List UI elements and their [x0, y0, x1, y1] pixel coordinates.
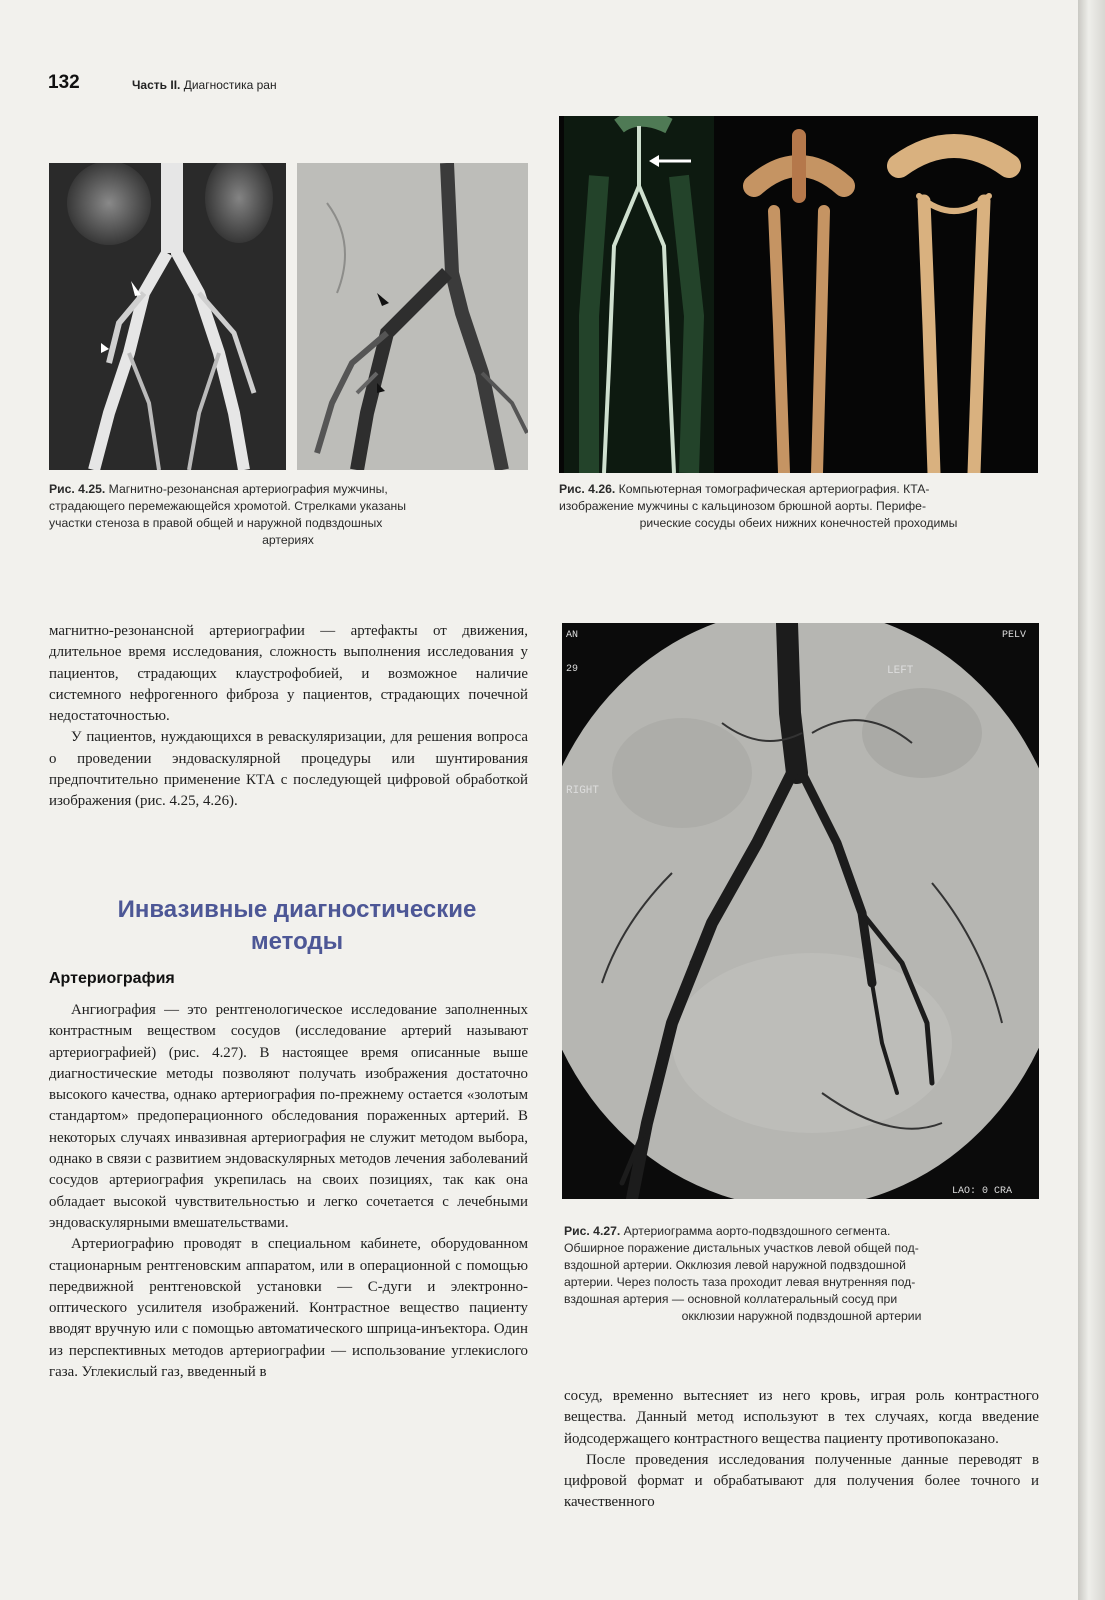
paragraph: У пациентов, нуждающихся в реваскуляризации, для решения вопроса о проведении эндоваскулярной процедуры или шунтирования предпочтительно применение КТА с последующей цифровой обработкой изображения (рис. 4.25, 4.26).: [49, 729, 528, 810]
figure-4-26-caption: [559, 481, 1038, 532]
left-column-text-upper: [49, 621, 528, 813]
caption-line: Артериограмма аорто-подвздошного сегмента.: [623, 1224, 891, 1238]
caption-line: вздошной артерии. Окклюзия левой наружной подвздошной: [564, 1258, 906, 1272]
caption-line: артерии. Через полость таза проходит левая внутренняя под-: [564, 1275, 916, 1289]
projection-label: LAO: 0 CRA: [952, 1186, 1013, 1197]
caption-line: участки стеноза в правой общей и наружной подвздошных: [49, 516, 383, 530]
section-heading: [62, 894, 532, 958]
figure-4-27-angiogram-image: [562, 623, 1039, 1199]
figure-label: Рис. 4.27.: [564, 1224, 621, 1238]
caption-line: Обширное поражение дистальных участков левой общей под-: [564, 1241, 919, 1255]
corner-label: AN: [566, 630, 579, 641]
right-column-text: [564, 1386, 1039, 1514]
caption-line: вздошная артерия — основной коллатеральный сосуд при: [564, 1292, 898, 1306]
figure-4-25-caption: [49, 481, 527, 549]
subsection-heading: Артериография: [49, 970, 175, 987]
figure-label: Рис. 4.25.: [49, 482, 106, 496]
caption-line: артериях: [262, 533, 314, 547]
caption-line: страдающего перемежающейся хромотой. Стрелками указаны: [49, 499, 406, 513]
paragraph: сосуд, временно вытесняет из него кровь, играя роль контрастного вещества. Данный метод используют в тех случаях, когда введение йодсодержащего контрастного вещества пациенту противопоказано.: [564, 1388, 1039, 1447]
part-title: Диагностика ран: [183, 78, 277, 92]
caption-line: окклюзии наружной подвздошной артерии: [681, 1309, 922, 1323]
section-heading-line: методы: [250, 928, 344, 955]
right-marker: RIGHT: [566, 785, 600, 797]
corner-label: 29: [566, 664, 579, 675]
running-header-title: [132, 78, 277, 92]
caption-line: Компьютерная томографическая артериография. КТА-: [618, 482, 930, 496]
paragraph: магнитно-резонансной артериографии — артефакты от движения, длительное время исследования, сложность выполнения исследования у пациентов, страдающих клаустрофобией, и возможное наличие системного нефрогенного фиброза у пациентов, страдающих почечной недостаточностью.: [49, 623, 528, 725]
left-marker: LEFT: [887, 665, 914, 677]
figure-4-25-mra-image: [49, 163, 286, 470]
caption-line: рические сосуды обеих нижних конечностей проходимы: [639, 516, 958, 530]
corner-label: PELV: [1002, 630, 1027, 641]
figure-label: Рис. 4.26.: [559, 482, 616, 496]
figure-4-27-caption: [564, 1223, 1039, 1325]
running-header: [48, 72, 1028, 100]
paragraph: Ангиография — это рентгенологическое исследование заполненных контрастным веществом сосудов (исследование артерий называют артериографией) (рис. 4.27). В настоящее время описанные выше диагностические методы позволяют получать изображения достаточно высокого качества, однако артериография по-прежнему остается «золотым стандартом» предоперационного обследования пораженных артерий. В некоторых случаях инвазивная артериография не служит методом выбора, однако в связи с развитием эндоваскулярных методов лечения заболеваний сосудов артериография укрепилась на своих позициях, так как она обладает высокой чувствительностью и легко сочетается с лечебными эндоваскулярными вмешательствами.: [49, 1002, 528, 1231]
paragraph: После проведения исследования полученные данные переводят в цифровой формат и обрабатывают для получения более точного и качественного: [564, 1451, 1039, 1511]
part-prefix: Часть II.: [132, 78, 181, 92]
figure-4-26-cta-image: [559, 116, 1038, 473]
paragraph: Артериографию проводят в специальном кабинете, оборудованном стационарным рентгеновским аппаратом, или в операционной с помощью передвижной рентгеновской установки — С-дуги и электронно-оптического усилителя изображений. Контрастное вещество пациенту вводят вручную или с помощью автоматического шприца-инъектора. Один из перспективных методов артериографии — использование углекислого газа. Углекислый газ, введенный в: [49, 1236, 528, 1381]
page-number: 132: [48, 72, 80, 93]
caption-line: изображение мужчины с кальцинозом брюшной аорты. Перифе-: [559, 499, 927, 513]
page-edge: [1078, 0, 1105, 1600]
caption-line: Магнитно-резонансная артериография мужчины,: [108, 482, 388, 496]
figure-4-25-angiogram-image: [297, 163, 528, 470]
left-column-text-lower: [49, 1000, 528, 1383]
section-heading-line: Инвазивные диагностические: [117, 896, 477, 923]
